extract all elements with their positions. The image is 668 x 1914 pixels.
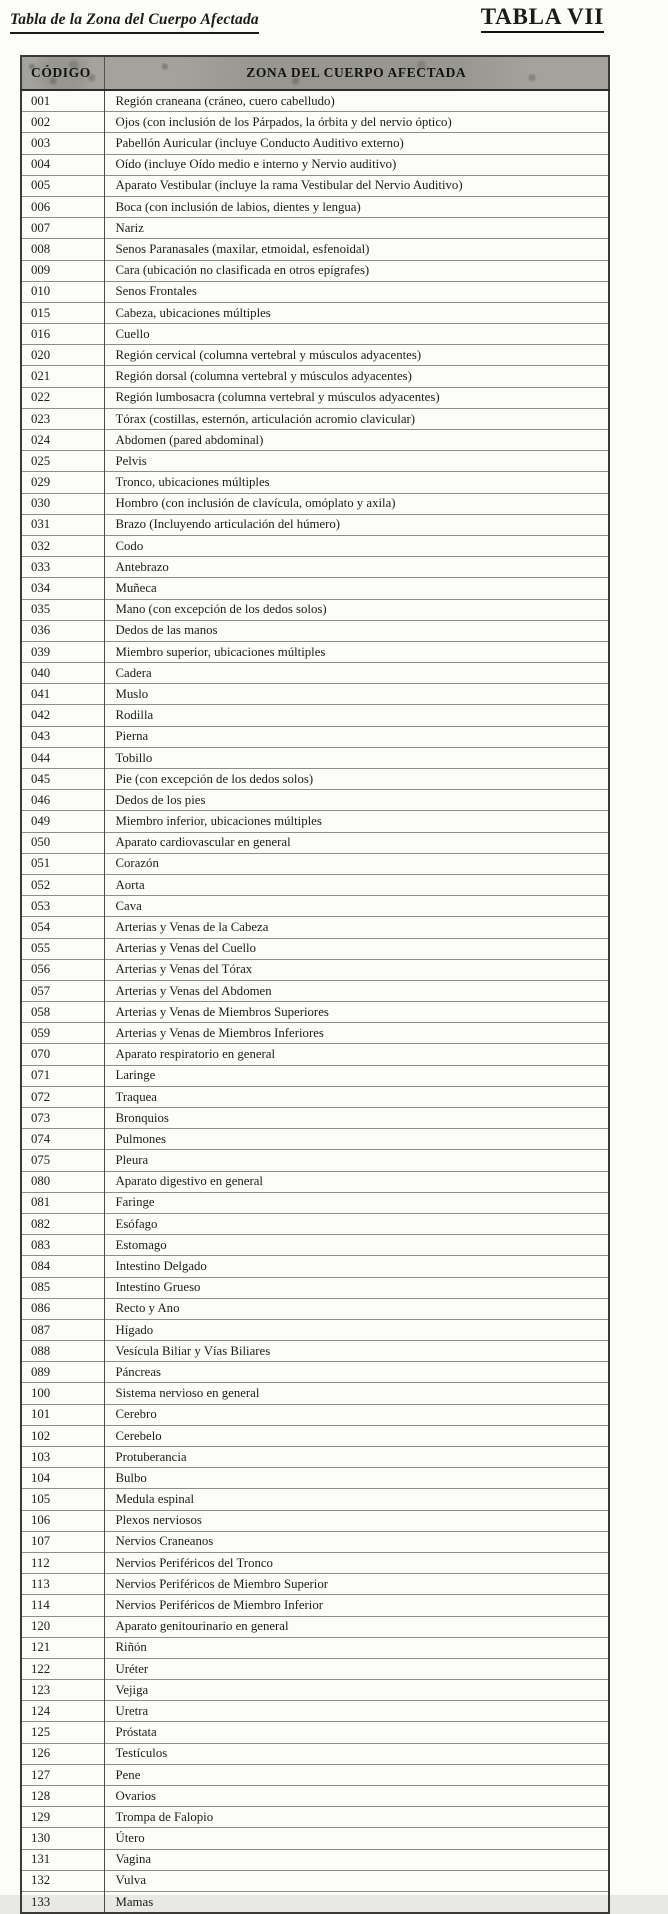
row-zone: Faringe: [104, 1192, 609, 1213]
row-zone: Bronquios: [104, 1108, 609, 1129]
row-zone: Mano (con excepción de los dedos solos): [104, 599, 609, 620]
row-code: 043: [21, 726, 104, 747]
table-row: [21, 1298, 609, 1319]
row-zone: Dedos de las manos: [104, 620, 609, 641]
row-code: 022: [21, 387, 104, 408]
row-code: 128: [21, 1786, 104, 1807]
row-zone: Dedos de los pies: [104, 790, 609, 811]
table-row: [21, 896, 609, 917]
row-code: 029: [21, 472, 104, 493]
table-row: [21, 1425, 609, 1446]
row-zone: Mamas: [104, 1891, 609, 1913]
row-code: 103: [21, 1447, 104, 1468]
row-zone: Senos Paranasales (maxilar, etmoidal, esfenoidal): [104, 239, 609, 260]
affected-zone-table: [20, 55, 610, 1914]
row-code: 046: [21, 790, 104, 811]
row-code: 081: [21, 1192, 104, 1213]
table-row: [21, 853, 609, 874]
row-code: 127: [21, 1764, 104, 1785]
row-code: 100: [21, 1383, 104, 1404]
row-zone: Vulva: [104, 1870, 609, 1891]
table-row: [21, 1341, 609, 1362]
row-code: 002: [21, 112, 104, 133]
row-code: 105: [21, 1489, 104, 1510]
row-code: 055: [21, 938, 104, 959]
row-zone: Aparato cardiovascular en general: [104, 832, 609, 853]
row-code: 058: [21, 1002, 104, 1023]
table-row: [21, 1404, 609, 1425]
table-row: [21, 345, 609, 366]
row-zone: Vagina: [104, 1849, 609, 1870]
row-code: 025: [21, 451, 104, 472]
row-zone: Tórax (costillas, esternón, articulación acromio clavicular): [104, 408, 609, 429]
row-zone: Aparato Vestibular (incluye la rama Vestibular del Nervio Auditivo): [104, 175, 609, 196]
table-row: [21, 1256, 609, 1277]
row-zone: Región craneana (cráneo, cuero cabelludo): [115, 93, 335, 108]
row-code: 050: [21, 832, 104, 853]
table-row: [21, 260, 609, 281]
table-row: [21, 218, 609, 239]
table-row: [21, 1658, 609, 1679]
row-code: 021: [21, 366, 104, 387]
row-zone: Esófago: [104, 1213, 609, 1234]
row-zone: Ovarios: [104, 1786, 609, 1807]
table-row: [21, 980, 609, 1001]
row-zone: Aorta: [104, 874, 609, 895]
row-zone: Trompa de Falopio: [104, 1807, 609, 1828]
table-row: [21, 832, 609, 853]
table-row: [21, 1552, 609, 1573]
row-code: 006: [21, 196, 104, 217]
row-zone: Hígado: [104, 1319, 609, 1340]
row-zone: Nervios Craneanos: [104, 1531, 609, 1552]
row-code: 132: [21, 1870, 104, 1891]
row-code: 071: [21, 1065, 104, 1086]
row-zone: Nervios Periféricos de Miembro Inferior: [104, 1595, 609, 1616]
table-row: [21, 1213, 609, 1234]
row-zone: Hombro (con inclusión de clavícula, omóplato y axila): [104, 493, 609, 514]
table-body: [21, 90, 609, 1913]
row-zone: Arterias y Venas de Miembros Inferiores: [104, 1023, 609, 1044]
table-row: [21, 1743, 609, 1764]
page-title: Tabla de la Zona del Cuerpo Afectada: [10, 11, 259, 34]
table-row: [21, 1235, 609, 1256]
table-row: [21, 663, 609, 684]
row-code: 087: [21, 1319, 104, 1340]
row-zone: Cabeza, ubicaciones múltiples: [104, 302, 609, 323]
table-row: [21, 239, 609, 260]
row-zone: Cara (ubicación no clasificada en otros epígrafes): [104, 260, 609, 281]
row-code: 112: [21, 1552, 104, 1573]
row-zone: Uretra: [104, 1701, 609, 1722]
table-row: [21, 535, 609, 556]
table-row: [21, 1129, 609, 1150]
row-zone: Nervios Periféricos de Miembro Superior: [104, 1574, 609, 1595]
row-code: 075: [21, 1150, 104, 1171]
row-code: 009: [21, 260, 104, 281]
table-row: [21, 1002, 609, 1023]
row-zone: Pleura: [104, 1150, 609, 1171]
table-row: [21, 175, 609, 196]
table-row: [21, 1150, 609, 1171]
table-row: [21, 790, 609, 811]
table-row: [21, 620, 609, 641]
row-zone: Vejiga: [104, 1680, 609, 1701]
row-code: 089: [21, 1362, 104, 1383]
table-row: [21, 324, 609, 345]
row-code: 051: [21, 853, 104, 874]
row-zone: Rodilla: [104, 705, 609, 726]
table-row: [21, 1192, 609, 1213]
table-row: [21, 366, 609, 387]
row-zone: Pierna: [104, 726, 609, 747]
row-zone: Vesícula Biliar y Vías Biliares: [104, 1341, 609, 1362]
table-row: [21, 514, 609, 535]
row-code: 031: [21, 514, 104, 535]
row-zone: Nervios Periféricos del Tronco: [104, 1552, 609, 1573]
row-code: 129: [21, 1807, 104, 1828]
row-code: 004: [21, 154, 104, 175]
row-zone: Traquea: [104, 1086, 609, 1107]
row-zone: Región lumbosacra (columna vertebral y músculos adyacentes): [104, 387, 609, 408]
row-zone: Corazón: [104, 853, 609, 874]
row-zone: Pene: [104, 1764, 609, 1785]
row-zone: Intestino Grueso: [104, 1277, 609, 1298]
table-row: [21, 387, 609, 408]
row-code: 007: [21, 218, 104, 239]
row-zone: Cerebelo: [104, 1425, 609, 1446]
table-row: [21, 408, 609, 429]
row-zone: Región cervical (columna vertebral y músculos adyacentes): [104, 345, 609, 366]
table-row: [21, 196, 609, 217]
row-zone: Arterias y Venas de Miembros Superiores: [104, 1002, 609, 1023]
row-code: 035: [21, 599, 104, 620]
row-zone: Laringe: [104, 1065, 609, 1086]
row-zone: Arterias y Venas de la Cabeza: [104, 917, 609, 938]
row-code: 102: [21, 1425, 104, 1446]
row-zone: Estomago: [104, 1235, 609, 1256]
column-header-zone: ZONA DEL CUERPO AFECTADA: [104, 56, 609, 90]
row-code: 044: [21, 747, 104, 768]
row-code: 121: [21, 1637, 104, 1658]
table-row: [21, 1807, 609, 1828]
row-code: 052: [21, 874, 104, 895]
table-row: [21, 430, 609, 451]
row-code: 114: [21, 1595, 104, 1616]
row-zone: Pie (con excepción de los dedos solos): [104, 769, 609, 790]
row-code: 041: [21, 684, 104, 705]
row-zone: Sistema nervioso en general: [104, 1383, 609, 1404]
table-row: [21, 1023, 609, 1044]
row-code: 124: [21, 1701, 104, 1722]
row-zone: Pabellón Auricular (incluye Conducto Auditivo externo): [104, 133, 609, 154]
row-code: 130: [21, 1828, 104, 1849]
row-code: 040: [21, 663, 104, 684]
row-code: 056: [21, 959, 104, 980]
table-row: [21, 493, 609, 514]
row-zone: Aparato respiratorio en general: [104, 1044, 609, 1065]
row-zone: Miembro inferior, ubicaciones múltiples: [104, 811, 609, 832]
row-code: 016: [21, 324, 104, 345]
row-zone: Aparato genitourinario en general: [104, 1616, 609, 1637]
row-code: 049: [21, 811, 104, 832]
row-zone: Aparato digestivo en general: [104, 1171, 609, 1192]
row-zone: Tobillo: [104, 747, 609, 768]
row-zone: Intestino Delgado: [104, 1256, 609, 1277]
row-code: 020: [21, 345, 104, 366]
table-row: [21, 1764, 609, 1785]
table-row: [21, 1489, 609, 1510]
row-zone: Miembro superior, ubicaciones múltiples: [104, 641, 609, 662]
row-zone: Uréter: [104, 1658, 609, 1679]
table-row: [21, 1510, 609, 1531]
row-code: 107: [21, 1531, 104, 1552]
row-zone: Senos Frontales: [104, 281, 609, 302]
row-code: 084: [21, 1256, 104, 1277]
row-code: 070: [21, 1044, 104, 1065]
table-row: [21, 1828, 609, 1849]
table-row: [21, 281, 609, 302]
table-row: [21, 112, 609, 133]
table-row: [21, 1531, 609, 1552]
row-zone: Antebrazo: [104, 557, 609, 578]
row-code: 054: [21, 917, 104, 938]
table-row: [21, 1701, 609, 1722]
row-zone: Próstata: [104, 1722, 609, 1743]
row-code: 045: [21, 769, 104, 790]
table-row: [21, 641, 609, 662]
row-code: 082: [21, 1213, 104, 1234]
table-row: [21, 1637, 609, 1658]
row-code: 086: [21, 1298, 104, 1319]
row-code: 073: [21, 1108, 104, 1129]
table-row: [21, 747, 609, 768]
table-row: [21, 938, 609, 959]
row-code: 113: [21, 1574, 104, 1595]
row-zone: Nariz: [104, 218, 609, 239]
row-zone: Cerebro: [104, 1404, 609, 1425]
row-zone: Recto y Ano: [104, 1298, 609, 1319]
table-row: [21, 578, 609, 599]
table-row: [21, 1574, 609, 1595]
row-code: 080: [21, 1171, 104, 1192]
table-row: [21, 599, 609, 620]
row-code: 034: [21, 578, 104, 599]
table-row: [21, 1680, 609, 1701]
row-zone: Arterias y Venas del Tórax: [104, 959, 609, 980]
table-row: [21, 1277, 609, 1298]
row-code: 042: [21, 705, 104, 726]
table-row: [21, 302, 609, 323]
row-zone: Muñeca: [104, 578, 609, 599]
row-zone: Arterias y Venas del Cuello: [104, 938, 609, 959]
row-code: 104: [21, 1468, 104, 1489]
row-zone: Bulbo: [104, 1468, 609, 1489]
table-row: [21, 705, 609, 726]
table-row: [21, 1616, 609, 1637]
table-row: [21, 1849, 609, 1870]
row-code: 123: [21, 1680, 104, 1701]
table-row: [21, 684, 609, 705]
table-row: [21, 1891, 609, 1913]
row-code: 032: [21, 535, 104, 556]
row-zone: Codo: [104, 535, 609, 556]
table-row: [21, 811, 609, 832]
table-row: [21, 1468, 609, 1489]
table-row: [21, 1595, 609, 1616]
row-code: 010: [21, 281, 104, 302]
row-zone: Abdomen (pared abdominal): [104, 430, 609, 451]
row-code: 074: [21, 1129, 104, 1150]
row-zone: Medula espinal: [104, 1489, 609, 1510]
table-row: [21, 451, 609, 472]
table-row: [21, 1722, 609, 1743]
row-zone: Testículos: [104, 1743, 609, 1764]
table-row: [21, 557, 609, 578]
row-code: 005: [21, 175, 104, 196]
row-code: 072: [21, 1086, 104, 1107]
table-row: [21, 959, 609, 980]
row-code: 039: [21, 641, 104, 662]
row-code: 008: [21, 239, 104, 260]
row-zone: Protuberancia: [104, 1447, 609, 1468]
table-row: [21, 1362, 609, 1383]
row-zone: Tronco, ubicaciones múltiples: [104, 472, 609, 493]
row-zone: Plexos nerviosos: [104, 1510, 609, 1531]
table-row: [21, 1108, 609, 1129]
table-row: [21, 917, 609, 938]
table-row: [21, 874, 609, 895]
table-row: [21, 1383, 609, 1404]
row-code: 015: [21, 302, 104, 323]
row-zone: Pulmones: [104, 1129, 609, 1150]
table-row: [21, 1171, 609, 1192]
table-number-title: TABLA VII: [481, 4, 604, 33]
row-code: 053: [21, 896, 104, 917]
column-header-code: CÓDIGO: [21, 56, 104, 90]
row-code: 001: [21, 90, 104, 112]
row-zone: Brazo (Incluyendo articulación del húmero): [104, 514, 609, 535]
table-row: [21, 1447, 609, 1468]
row-code: 126: [21, 1743, 104, 1764]
row-zone: Riñón: [104, 1637, 609, 1658]
row-code: 083: [21, 1235, 104, 1256]
table-row: [21, 726, 609, 747]
row-code: 059: [21, 1023, 104, 1044]
table-row: [21, 154, 609, 175]
row-zone: Región dorsal (columna vertebral y músculos adyacentes): [104, 366, 609, 387]
table-row: [21, 133, 609, 154]
row-code: 101: [21, 1404, 104, 1425]
row-zone: Cuello: [104, 324, 609, 345]
row-code: 122: [21, 1658, 104, 1679]
table-row: [21, 90, 609, 112]
row-code: 133: [21, 1891, 104, 1913]
row-code: 030: [21, 493, 104, 514]
row-code: 024: [21, 430, 104, 451]
row-zone: Arterias y Venas del Abdomen: [104, 980, 609, 1001]
table-row: [21, 1786, 609, 1807]
table-row: [21, 1870, 609, 1891]
table-row: [21, 1044, 609, 1065]
row-zone: Páncreas: [104, 1362, 609, 1383]
row-code: 057: [21, 980, 104, 1001]
row-zone: Oído (incluye Oído medio e interno y Nervio auditivo): [104, 154, 609, 175]
row-code: 106: [21, 1510, 104, 1531]
row-zone: Útero: [104, 1828, 609, 1849]
row-code: 088: [21, 1341, 104, 1362]
table-row: [21, 1086, 609, 1107]
row-code: 125: [21, 1722, 104, 1743]
table-row: [21, 1319, 609, 1340]
row-zone: Boca (con inclusión de labios, dientes y lengua): [104, 196, 609, 217]
row-code: 036: [21, 620, 104, 641]
row-code: 033: [21, 557, 104, 578]
row-code: 023: [21, 408, 104, 429]
row-zone: Muslo: [104, 684, 609, 705]
table-row: [21, 769, 609, 790]
row-zone: Pelvis: [104, 451, 609, 472]
row-zone: Cava: [104, 896, 609, 917]
table-row: [21, 472, 609, 493]
row-zone: Cadera: [104, 663, 609, 684]
row-code: 120: [21, 1616, 104, 1637]
row-code: 003: [21, 133, 104, 154]
row-zone: Ojos (con inclusión de los Párpados, la órbita y del nervio óptico): [104, 112, 609, 133]
table-row: [21, 1065, 609, 1086]
row-code: 085: [21, 1277, 104, 1298]
row-code: 131: [21, 1849, 104, 1870]
table-header-row: [21, 56, 609, 90]
